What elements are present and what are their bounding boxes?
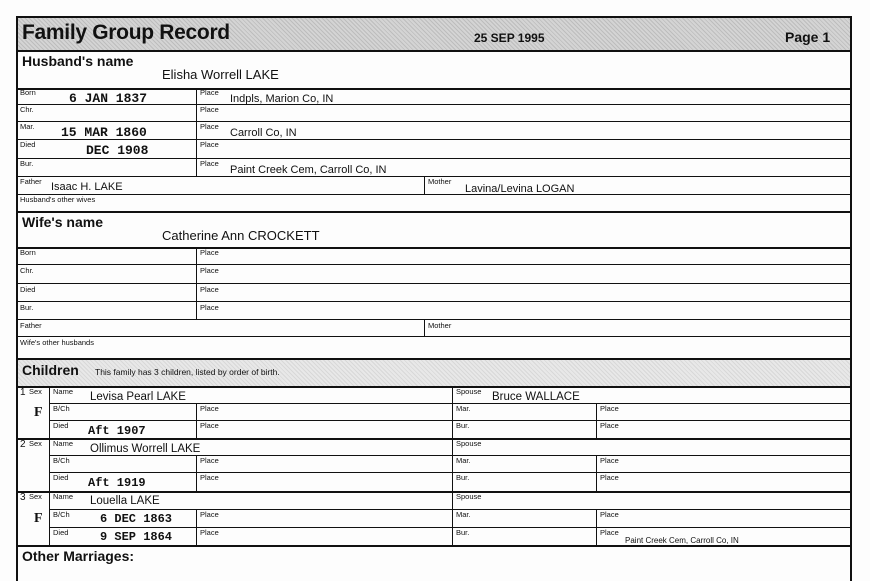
husband-bur-place-label: Place bbox=[200, 159, 219, 168]
wife-name: Catherine Ann CROCKETT bbox=[162, 228, 320, 243]
wife-died-label: Died bbox=[20, 285, 36, 294]
child-1-spouse: Bruce WALLACE bbox=[492, 391, 580, 403]
child-3-died-place-label: Place bbox=[200, 528, 219, 537]
child-3-bur-place: Paint Creek Cem, Carroll Co, IN bbox=[625, 536, 739, 545]
child-3-died-label: Died bbox=[53, 528, 69, 537]
children-note: This family has 3 children, listed by order of birth. bbox=[95, 367, 280, 377]
husband-father: Isaac H. LAKE bbox=[51, 181, 123, 193]
wife-born-label: Born bbox=[20, 248, 36, 257]
record-date: 25 SEP 1995 bbox=[474, 31, 545, 45]
husband-bur-place: Paint Creek Cem, Carroll Co, IN bbox=[230, 164, 387, 176]
husband-died-label: Died bbox=[20, 140, 36, 149]
wife-bur-label: Bur. bbox=[20, 303, 34, 312]
child-1-bur-label: Bur. bbox=[456, 421, 470, 430]
child-3-bur-label: Bur. bbox=[456, 528, 470, 537]
wife-section-label: Wife's name bbox=[22, 214, 104, 230]
other-marriages-label: Other Marriages: bbox=[22, 548, 135, 564]
husband-born-place: Indpls, Marion Co, IN bbox=[230, 93, 334, 105]
husband-born-date: 6 JAN 1837 bbox=[69, 91, 148, 106]
husband-mar-date: 15 MAR 1860 bbox=[61, 125, 147, 140]
child-3-bch-date: 6 DEC 1863 bbox=[100, 512, 173, 526]
husband-died-place-label: Place bbox=[200, 140, 219, 149]
husband-bur-label: Bur. bbox=[20, 159, 34, 168]
page-number: Page 1 bbox=[785, 29, 831, 45]
child-2-bch-label: B/Ch bbox=[53, 456, 70, 465]
child-2-name: Ollimus Worrell LAKE bbox=[90, 443, 201, 455]
child-3-name-label: Name bbox=[53, 492, 74, 501]
child-1-sex-label: Sex bbox=[29, 387, 42, 396]
child-3-bch-label: B/Ch bbox=[53, 510, 70, 519]
child-1-bur-place-label: Place bbox=[600, 421, 619, 430]
husband-died-date: DEC 1908 bbox=[86, 143, 149, 158]
child-1-died-label: Died bbox=[53, 421, 69, 430]
child-2-mar-label: Mar. bbox=[456, 456, 471, 465]
child-2-number: 2 bbox=[20, 439, 26, 450]
child-3-number: 3 bbox=[20, 492, 26, 503]
husband-other-wives-label: Husband's other wives bbox=[20, 195, 96, 204]
child-1-spouse-label: Spouse bbox=[456, 387, 482, 396]
record-title: Family Group Record bbox=[22, 21, 230, 44]
child-3-spouse-label: Spouse bbox=[456, 492, 482, 501]
wife-father-label: Father bbox=[20, 321, 42, 330]
children-section-label: Children bbox=[22, 362, 79, 378]
child-2-bur-place-label: Place bbox=[600, 473, 619, 482]
child-1-bch-place-label: Place bbox=[200, 404, 219, 413]
child-1-died-place-label: Place bbox=[200, 421, 219, 430]
husband-section-label: Husband's name bbox=[22, 53, 134, 69]
child-3-mar-label: Mar. bbox=[456, 510, 471, 519]
child-2-sex-label: Sex bbox=[29, 439, 42, 448]
husband-born-label: Born bbox=[20, 88, 36, 97]
child-2-bch-place-label: Place bbox=[200, 456, 219, 465]
wife-bur-place-label: Place bbox=[200, 303, 219, 312]
child-3-bch-place-label: Place bbox=[200, 510, 219, 519]
child-2-bur-label: Bur. bbox=[456, 473, 470, 482]
wife-mother-label: Mother bbox=[428, 321, 452, 330]
wife-chr-label: Chr. bbox=[20, 266, 34, 275]
child-2-died-label: Died bbox=[53, 473, 69, 482]
child-1-mar-place-label: Place bbox=[600, 404, 619, 413]
husband-father-label: Father bbox=[20, 177, 42, 186]
child-3-bur-place-label: Place bbox=[600, 528, 619, 537]
child-1-bch-label: B/Ch bbox=[53, 404, 70, 413]
husband-mar-place-label: Place bbox=[200, 122, 219, 131]
husband-name: Elisha Worrell LAKE bbox=[162, 67, 279, 82]
child-1-sex: F bbox=[34, 405, 43, 420]
husband-mother-label: Mother bbox=[428, 177, 452, 186]
husband-chr-place-label: Place bbox=[200, 105, 219, 114]
child-1-name: Levisa Pearl LAKE bbox=[90, 391, 186, 403]
wife-chr-place-label: Place bbox=[200, 266, 219, 275]
child-1-name-label: Name bbox=[53, 387, 74, 396]
wife-other-husbands-label: Wife's other husbands bbox=[20, 338, 94, 347]
child-3-sex-label: Sex bbox=[29, 492, 42, 501]
husband-mother: Lavina/Levina LOGAN bbox=[465, 183, 575, 195]
child-1-number: 1 bbox=[20, 387, 26, 398]
child-1-mar-label: Mar. bbox=[456, 404, 471, 413]
child-3-died-date: 9 SEP 1864 bbox=[100, 530, 173, 544]
child-2-name-label: Name bbox=[53, 439, 74, 448]
child-2-died-date: Aft 1919 bbox=[88, 476, 146, 490]
husband-mar-place: Carroll Co, IN bbox=[230, 127, 297, 139]
child-1-died-date: Aft 1907 bbox=[88, 424, 146, 438]
husband-chr-label: Chr. bbox=[20, 105, 34, 114]
wife-born-place-label: Place bbox=[200, 248, 219, 257]
child-3-mar-place-label: Place bbox=[600, 510, 619, 519]
husband-born-place-label: Place bbox=[200, 88, 219, 97]
child-2-died-place-label: Place bbox=[200, 473, 219, 482]
husband-mar-label: Mar. bbox=[20, 122, 35, 131]
child-3-name: Louella LAKE bbox=[90, 495, 160, 507]
wife-died-place-label: Place bbox=[200, 285, 219, 294]
child-2-mar-place-label: Place bbox=[600, 456, 619, 465]
child-2-spouse-label: Spouse bbox=[456, 439, 482, 448]
child-3-sex: F bbox=[34, 511, 43, 526]
